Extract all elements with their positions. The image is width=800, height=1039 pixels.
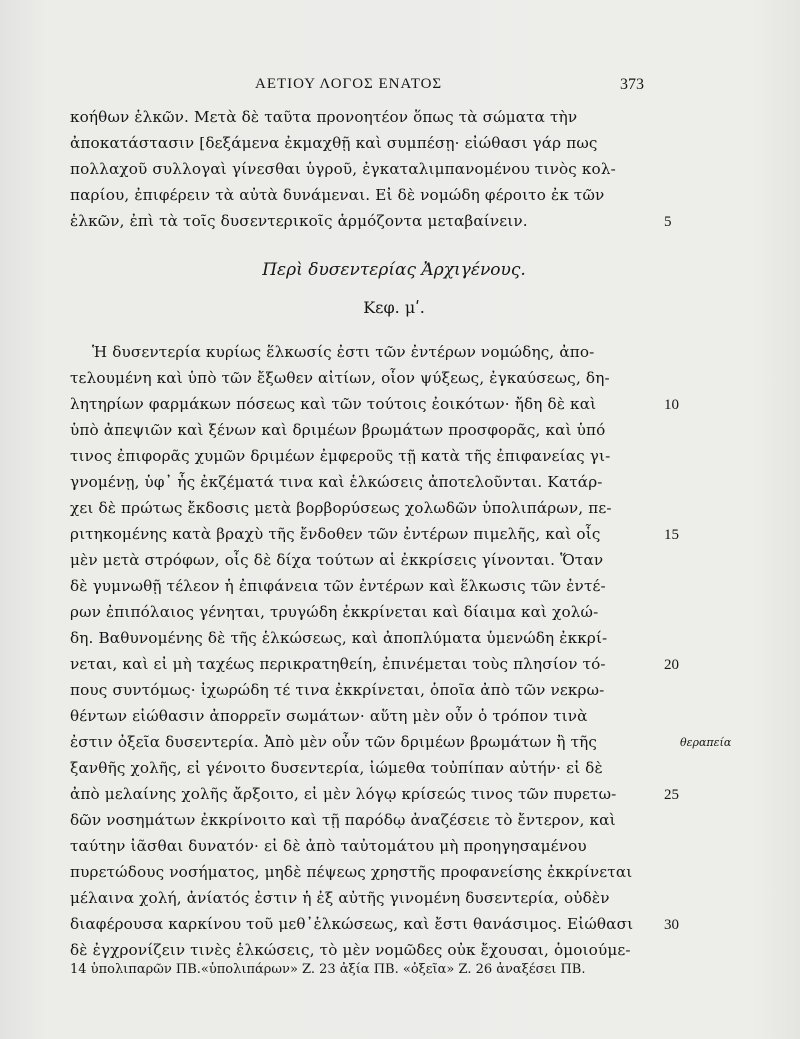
text-line: κοήθων ἑλκῶν. Μετὰ δὲ ταῦτα προνοητέον ὅπως τὰ σώματα τὴν xyxy=(70,108,578,126)
text-line: πυρετώδους νοσήματος, μηδὲ πέψεως χρηστῆς προφανείσης ἐκκρίνεται xyxy=(70,863,633,881)
running-header: ΑΕΤΙΟΥ ΛΟΓΟΣ ΕΝΑΤΟΣ xyxy=(255,76,443,92)
footnote: 14 ὑπολιπαρῶν ΠΒ.«ὑπολιπάρων» Z. 23 ἀξία ΠΒ. «ὀξεῖα» Z. 26 ἀναξέσει ΠΒ. xyxy=(70,962,586,977)
line-number: 15 xyxy=(664,527,679,543)
text-line: ταύτην ἰᾶσθαι δυνατόν· εἰ δὲ ἀπὸ ταὐτομάτου μὴ προηγησαμένου xyxy=(70,837,587,855)
text-line: Ἡ δυσεντερία κυρίως ἕλκωσίς ἐστι τῶν ἐντέρων νομώδης, ἀπο- xyxy=(92,343,595,361)
line-number: 30 xyxy=(664,917,679,933)
text-line: ἑλκῶν, ἐπὶ τὰ τοῖς δυσεντερικοῖς ἁρμόζοντα μεταβαίνειν. xyxy=(70,212,528,230)
text-line: ἀποκατάστασιν [δεξάμενα ἐκμαχθῇ καὶ συμπέσῃ· εἰώθασι γάρ πως xyxy=(70,134,598,152)
page-number: 373 xyxy=(620,76,644,93)
text-line: πολλαχοῦ συλλογαὶ γίνεσθαι ὑγροῦ, ἐγκαταλιμπανομένου τινὸς κολ- xyxy=(70,160,616,178)
text-line: λητηρίων φαρμάκων πόσεως καὶ τῶν τούτοις ἐοικότων· ἤδη δὲ καὶ xyxy=(70,395,597,413)
section-heading: Περὶ δυσεντερίας Ἀρχιγένους. xyxy=(262,260,526,280)
margin-note: θεραπεία xyxy=(680,736,732,749)
chapter-label: Κεφ. μʹ. xyxy=(363,298,425,317)
text-line: θέντων εἰώθασιν ἀπορρεῖν σωμάτων· αὕτη μὲν οὖν ὁ τρόπον τινὰ xyxy=(70,707,588,725)
text-line: ὑπὸ ἀπεψιῶν καὶ ξένων καὶ δριμέων βρωμάτων προσφορᾶς, καὶ ὑπό xyxy=(70,421,606,439)
text-line: τινος ἐπιφορᾶς χυμῶν δριμέων ἐμφεροῦς τῇ κατὰ τῆς ἐπιφανείας γι- xyxy=(70,447,611,465)
text-line: γνομένῃ, ὑφ᾽ ἧς ἐκζέματά τινα καὶ ἑλκώσεις ἀποτελοῦνται. Κατάρ- xyxy=(70,473,603,491)
text-line: ριτηκομένης κατὰ βραχὺ τῆς ἔνδοθεν τῶν ἐντέρων πιμελῆς, καὶ οἷς xyxy=(70,525,601,543)
text-line: μέλαινα χολή, ἀνίατός ἐστιν ἡ ἐξ αὐτῆς γινομένη δυσεντερία, οὐδὲν xyxy=(70,889,610,907)
text-line: ἐστιν ὀξεῖα δυσεντερία. Ἀπὸ μὲν οὖν τῶν δριμέων βρωμάτων ἢ τῆς xyxy=(70,733,598,751)
text-line: δὲ ἐγχρονίζειν τινὲς ἑλκώσεις, τὸ μὲν νομῶδες οὐκ ἔχουσαι, ὁμοιούμε- xyxy=(70,941,631,959)
text-line: νεται, καὶ εἰ μὴ ταχέως περικρατηθείη, ἐπινέμεται τοὺς πλησίον τό- xyxy=(70,655,606,673)
text-line: δὲ γυμνωθῇ τέλεον ἡ ἐπιφάνεια τῶν ἐντέρων καὶ ἕλκωσις τῶν ἐντέ- xyxy=(70,577,606,595)
text-line: τελουμένη καὶ ὑπὸ τῶν ἔξωθεν αἰτίων, οἷον ψύξεως, ἐγκαύσεως, δη- xyxy=(70,369,610,387)
text-line: παρίου, ἐπιφέρειν τὰ αὐτὰ δυνάμεναι. Εἰ δὲ νομώδη φέροιτο ἐκ τῶν xyxy=(70,186,605,204)
text-line: μὲν μετὰ στρόφων, οἷς δὲ δίχα τούτων αἱ ἐκκρίσεις γίνονται. Ὅταν xyxy=(70,551,604,569)
text-line: χει δὲ πρώτως ἔκδοσις μετὰ βορβορύσεως χολωδῶν ὑπολιπάρων, πε- xyxy=(70,499,612,517)
line-number: 20 xyxy=(664,657,679,673)
text-line: δῶν νοσημάτων ἐκκρίνοιτο καὶ τῇ παρόδῳ ἀναζέσειε τὸ ἔντερον, καὶ xyxy=(70,811,616,829)
text-line: δη. Βαθυνομένης δὲ τῆς ἑλκώσεως, καὶ ἀποπλύματα ὑμενώδη ἐκκρί- xyxy=(70,629,608,647)
text-line: διαφέρουσα καρκίνου τοῦ μεθ᾽ἑλκώσεως, καὶ ἔστι θανάσιμος. Εἰώθασι xyxy=(70,915,634,933)
text-line: πους συντόμως· ἰχωρώδη τέ τινα ἐκκρίνεται, ὁποῖα ἀπὸ τῶν νεκρω- xyxy=(70,681,605,699)
text-line: ρων ἐπιπόλαιος γένηται, τρυγώδη ἐκκρίνεται καὶ δίαιμα καὶ χολώ- xyxy=(70,603,599,621)
line-number: 5 xyxy=(664,214,672,230)
line-number: 10 xyxy=(664,397,679,413)
line-number: 25 xyxy=(664,787,679,803)
text-line: ξανθῆς χολῆς, εἰ γένοιτο δυσεντερία, ἰώμεθα τοὐπίπαν αὐτήν· εἰ δὲ xyxy=(70,759,603,777)
text-line: ἀπὸ μελαίνης χολῆς ἄρξοιτο, εἰ μὲν λόγῳ κρίσεώς τινος τῶν πυρετω- xyxy=(70,785,617,803)
